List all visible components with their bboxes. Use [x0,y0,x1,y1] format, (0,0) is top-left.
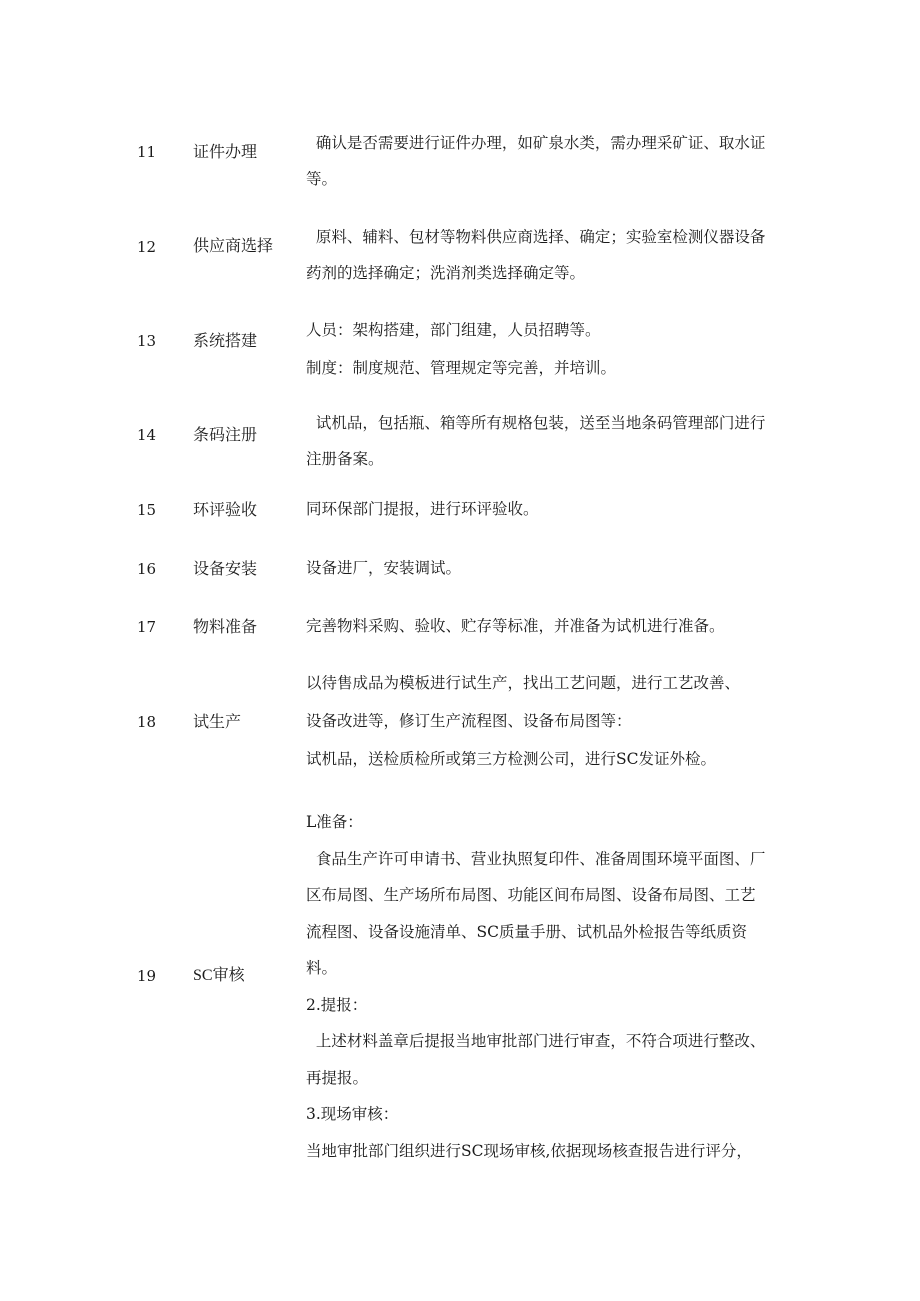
description-line: 等。 [306,170,338,188]
item-description [306,617,814,636]
description-line: 流程图、设备设施清单、SC质量手册、试机品外检报告等纸质资 [306,922,747,941]
description-line: L准备： [306,813,363,831]
item-description [306,311,814,387]
item-description [306,559,814,578]
item-name: 物料准备 [193,617,258,636]
row-number: 12 [137,238,157,256]
description-line: 区布局图、生产场所布局图、功能区间布局图、设备布局图、工艺 [306,886,756,904]
item-name: 试生产 [193,712,242,731]
description-line: 设备改进等，修订生产流程图、设备布局图等： [306,712,632,730]
description-line: 食品生产许可申请书、营业执照复印件、准备周围环境平面图、厂 [306,849,766,868]
row-number: 19 [137,967,157,985]
description-line: 3.现场审核： [306,1105,399,1123]
description-line: 料。 [306,959,338,977]
description-line: 2.提报： [306,995,368,1014]
item-description [306,405,814,477]
row-number: 14 [137,426,157,444]
item-name: 证件办理 [193,142,258,161]
row-number: 13 [137,332,157,350]
item-name: 设备安装 [193,559,258,578]
description-line: 药剂的选择确定；洗消剂类选择确定等。 [306,264,586,282]
row-number: 16 [137,560,157,578]
description-line: 确认是否需要进行证件办理，如矿泉水类，需办理采矿证、取水证 [306,134,766,152]
item-description [306,219,814,291]
description-line: 原料、辅料、包材等物料供应商选择、确定；实验室检测仪器设备 [306,228,766,246]
row-number: 15 [137,501,157,519]
row-number: 11 [137,143,157,161]
item-description [306,500,814,519]
item-name: 系统搭建 [193,331,258,350]
item-description [306,804,814,1169]
item-description [306,664,814,778]
description-line: 完善物料采购、验收、贮存等标准，并准备为试机进行准备。 [306,617,725,635]
description-line: 试机品，送检质检所或第三方检测公司，进行SC发证外检。 [306,750,716,768]
description-line: 以待售成品为模板进行试生产，找出工艺问题，进行工艺改善、 [306,674,741,692]
description-line: 上述材料盖章后提报当地审批部门进行审查，不符合项进行整改、 [306,1032,766,1050]
item-name: 环评验收 [193,500,258,519]
row-number: 17 [137,618,157,636]
description-line: 再提报。 [306,1068,369,1087]
item-name: 条码注册 [193,425,258,444]
description-line: 当地审批部门组织进行SC现场审核,依据现场核查报告进行评分， [306,1141,752,1160]
description-line: 试机品，包括瓶、箱等所有规格包装，送至当地条码管理部门进行 [306,414,766,432]
item-name: 供应商选择 [193,236,274,255]
row-number: 18 [137,713,157,731]
item-description [306,125,814,197]
description-line: 制度：制度规范、管理规定等完善，并培训。 [306,359,617,377]
description-line: 同环保部门提报，进行环评验收。 [306,500,539,518]
description-line: 人员：架构搭建，部门组建，人员招聘等。 [306,321,601,339]
description-line: 注册备案。 [306,450,384,468]
description-line: 设备进厂，安装调试。 [306,559,462,577]
item-name: SC审核 [193,967,245,984]
